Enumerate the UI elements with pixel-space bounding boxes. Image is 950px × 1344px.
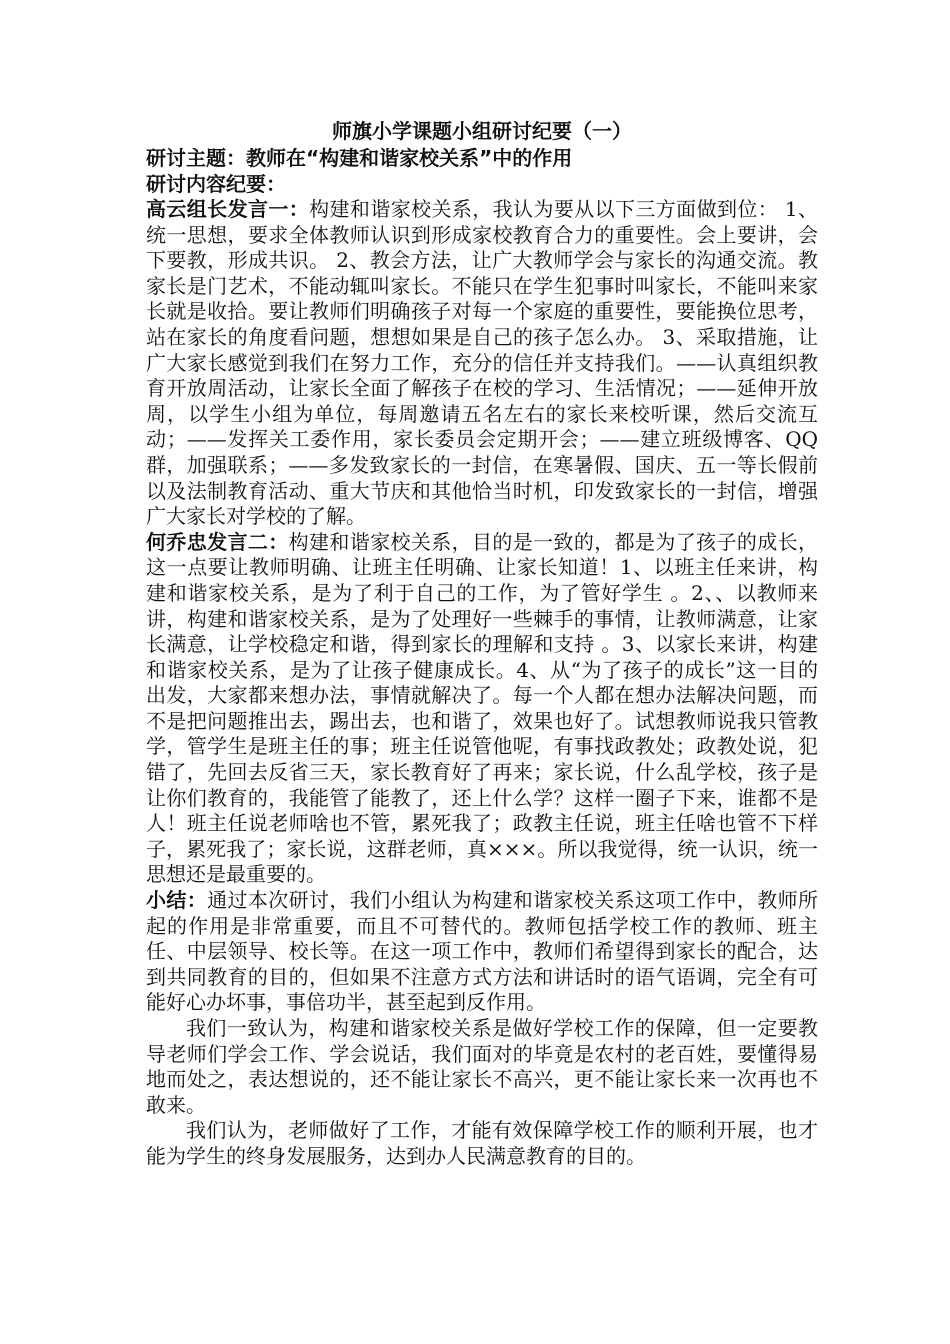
speech-two-text: 构建和谐家校关系，目的是一致的，都是为了孩子的成长，这一点要让教师明确、让班主任明确、让家长知道！1、以班主任来讲，构建和谐家校关系，是为了利于自己的工作，为了管好学生 。2、、以教师来讲，构建和谐家校关系，是为了处理好一些棘手的事情，让教师满意，让家长满意，让学校稳定和谐，得到家长的理解和支持 。3、以家长来讲，构建和谐家校关系，是为了让孩子健康成长。4、从“为了孩子的成长”这一目的出发，大家都来想办法，事情就解决了。每一个人都在想办法解决问题，而不是把问题推出去，踢出去，也和谐了，效果也好了。试想教师说我只管教学，管学生是班主任的事；班主任说管他呢，有事找政教处；政教处说，犯错了，先回去反省三天，家长教育好了再来；家长说，什么乱学校，孩子是让你们教育的，我能管了能教了，还上什么学？这样一圈子下来，谁都不是人！班主任说老师啥也不管，累死我了；政教主任说，班主任啥也管不下样子，累死我了；家长说，这群老师，真×××。所以我觉得，统一认识，统一思想还是最重要的。 [146, 529, 818, 887]
summary [146, 888, 818, 1016]
speech-one-label: 高云组长发言一： [146, 197, 310, 221]
document-title: 师旗小学课题小组研讨纪要（一） [332, 119, 632, 143]
summary-text: 通过本次研讨，我们小组认为构建和谐家校关系这项工作中，教师所起的作用是非常重要，而且不可替代的。教师包括学校工作的教师、班主任、中层领导、校长等。在这一项工作中，教师们希望得到家长的配合，达到共同教育的目的，但如果不注意方式方法和讲话时的语气语调，完全有可能好心办坏事，事倍功半，甚至起到反作用。 [146, 888, 818, 1015]
document-page [146, 118, 818, 1170]
speech-one [146, 197, 818, 530]
topic-heading: 研讨主题：教师在“构建和谐家校关系”中的作用 [146, 146, 573, 170]
speech-one-text: 构建和谐家校关系，我认为要从以下三方面做到位： 1、统一思想，要求全体教师认识到形成家校教育合力的重要性。会上要讲，会下要教，形成共识。 2、教会方法，让广大教师学会与家长的沟通交流。教家长是门艺术，不能动辄叫家长。不能只在学生犯事时叫家长，不能叫来家长就是收拾。要让教师们明确孩子对每一个家庭的重要性，要能换位思考，站在家长的角度看问题，想想如果是自己的孩子怎么办。 3、采取措施，让广大家长感觉到我们在努力工作，充分的信任并支持我们。——认真组织教育开放周活动，让家长全面了解孩子在校的学习、生活情况；——延伸开放周，以学生小组为单位，每周邀请五名左右的家长来校听课，然后交流互动；——发挥关工委作用，家长委员会定期开会；——建立班级博客、QQ群，加强联系；——多发致家长的一封信，在寒暑假、国庆、五一等长假前以及法制教育活动、重大节庆和其他恰当时机，印发致家长的一封信，增强广大家长对学校的了解。 [146, 197, 818, 529]
speech-two [146, 530, 818, 888]
content-heading: 研讨内容纪要： [146, 172, 286, 196]
summary-label: 小结： [146, 888, 208, 913]
speech-two-label: 何乔忠发言二： [146, 529, 289, 554]
final-paragraph: 我们认为，老师做好了工作，才能有效保障学校工作的顺利开展，也才能为学生的终身发展服务，达到办人民满意教育的目的。 [146, 1118, 818, 1168]
conclusion-paragraph: 我们一致认为，构建和谐家校关系是做好学校工作的保障，但一定要教导老师们学会工作、学会说话，我们面对的毕竟是农村的老百姓，要懂得易地而处之，表达想说的，还不能让家长不高兴，更不能让家长来一次再也不敢来。 [146, 1016, 818, 1117]
